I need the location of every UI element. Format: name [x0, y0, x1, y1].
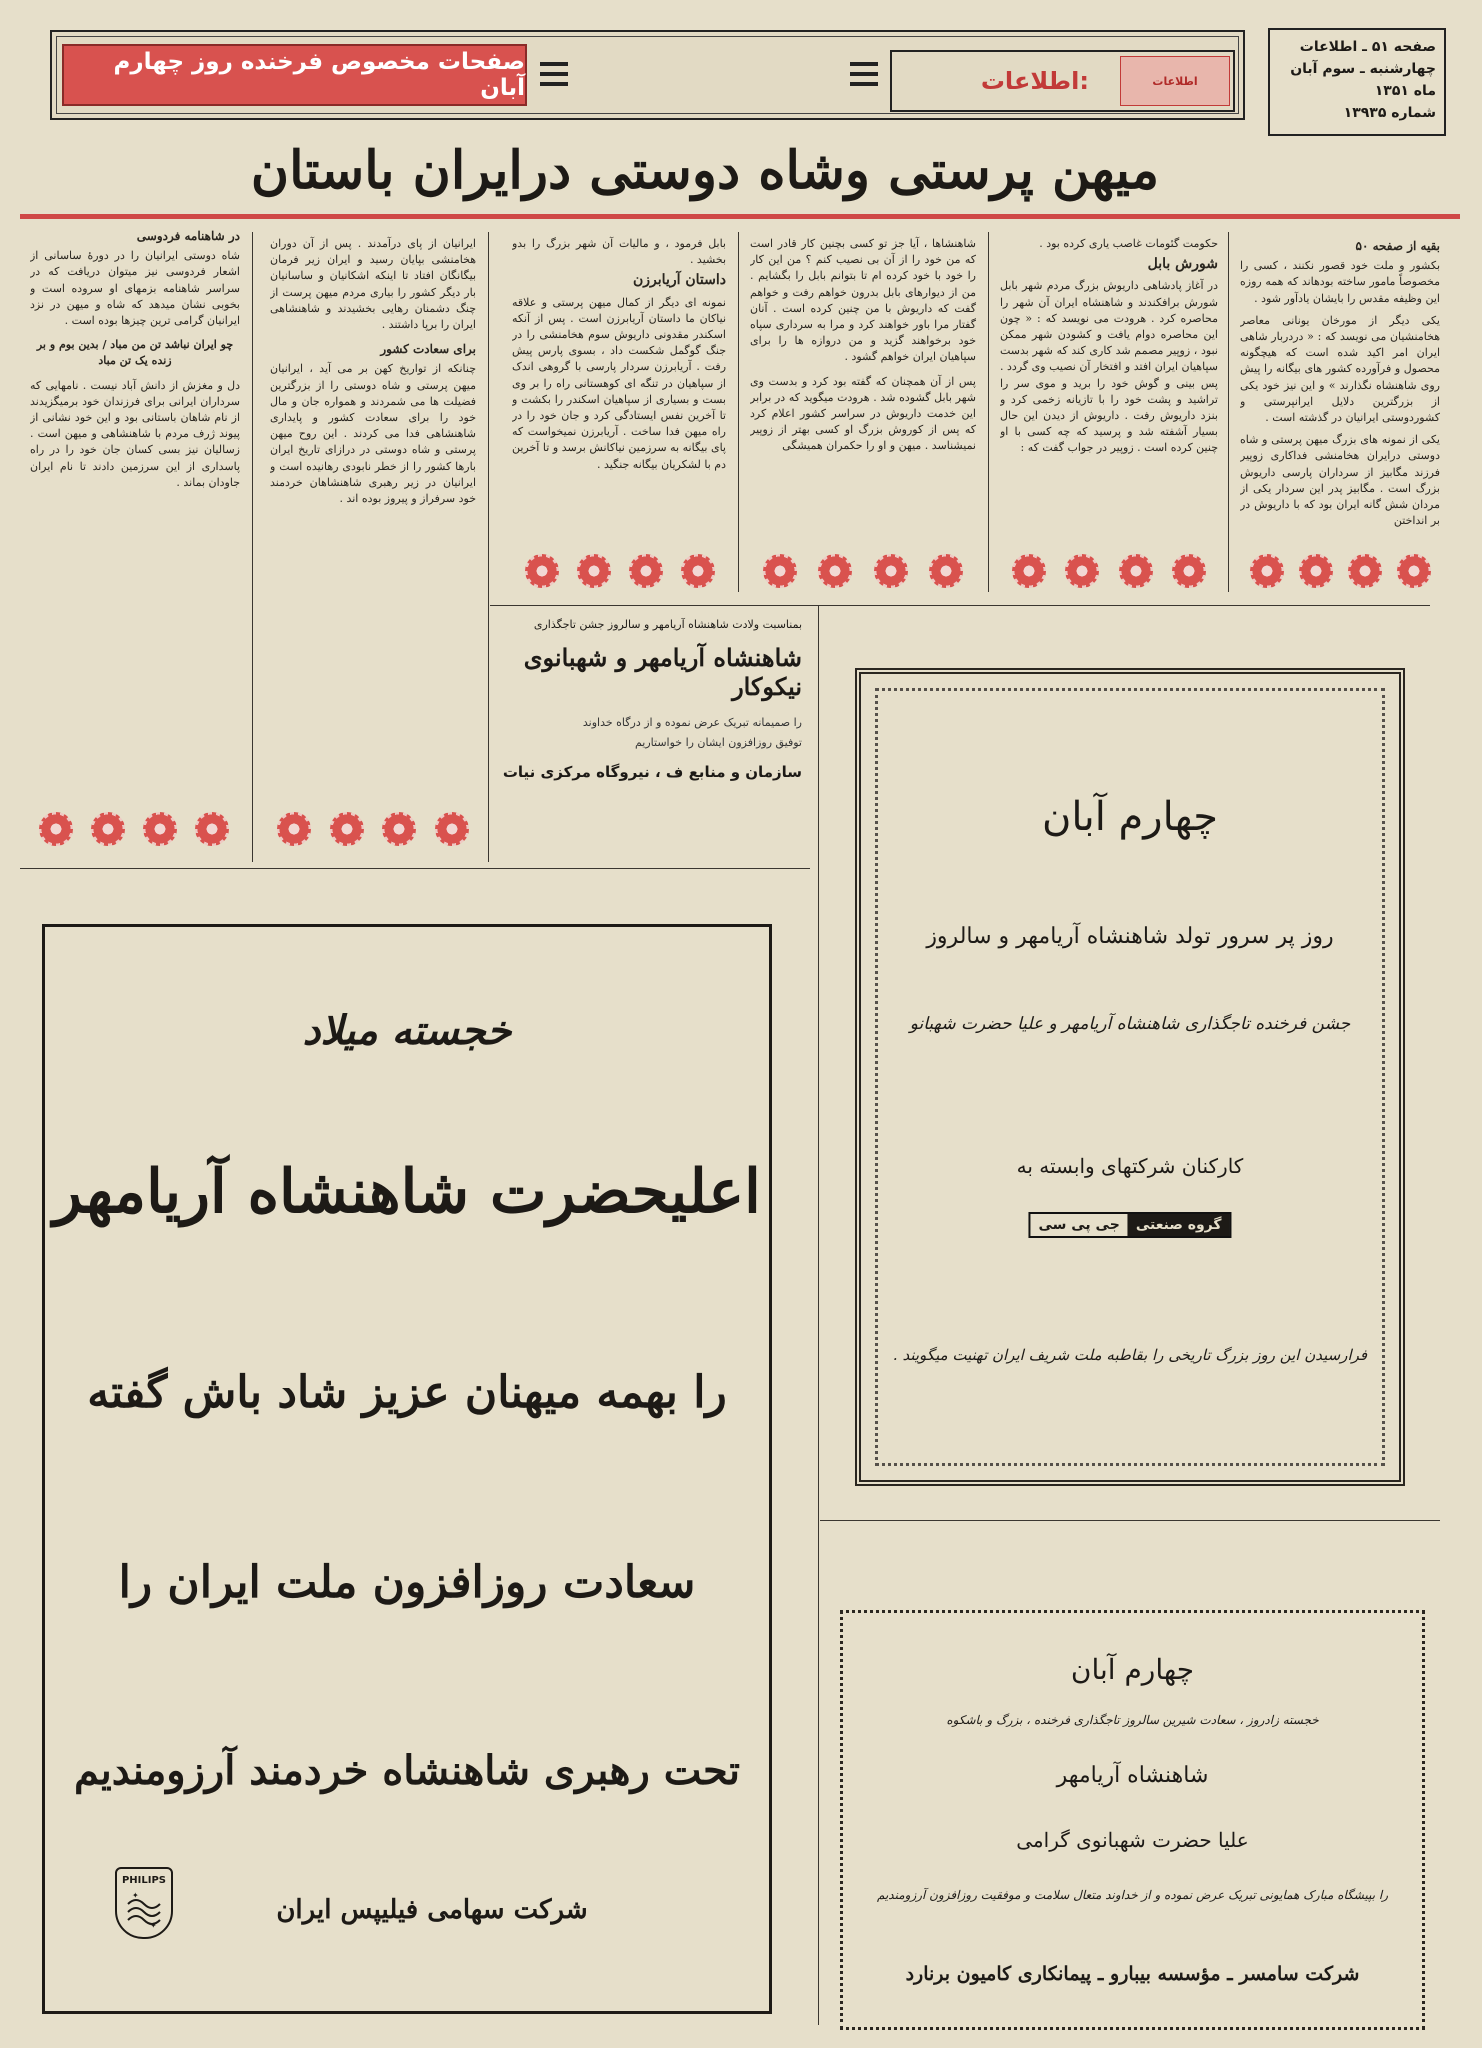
paragraph: شاهنشاها ، آیا جز تو کسی بچنین کار قادر است که من خود را از آن بی نصیب کنم ؟ من این کار را خود با خود کرده ام تا بتوانم بابل را بگشایم . من از دیوارهای بابل بدرون خواهم رفت و خواهم گفت که داریوش با من چنین کرده است . آنان گفتار مرا باور خواهند کرد و مرا به سرداری سپاه خود برخواهند گزید و من دروازه ها را برای سپاهیان ایران خواهم گشود .	[750, 237, 976, 364]
ad-line: توفیق روزافزون ایشان را خواستاریم	[634, 736, 802, 749]
header-rule-bars	[850, 62, 878, 92]
ad-title: چهارم آبان	[1070, 1653, 1195, 1686]
ad-line: کارکنان شرکتهای وابسته به	[1016, 1154, 1244, 1178]
ad-line: سعادت روزافزون ملت ایران را	[118, 1557, 696, 1608]
article-column-2	[1000, 236, 1218, 556]
rosette-ornament	[330, 812, 364, 846]
svg-text:✦: ✦	[150, 1921, 157, 1930]
subheading: در شاهنامه فردوسی	[136, 229, 240, 243]
congrats-ad-small	[502, 618, 802, 858]
section-rule	[820, 1520, 1440, 1521]
philips-logo	[115, 1867, 173, 1939]
paragraph: شاه دوستی ایرانیان را در دورهٔ ساسانی از اشعار فردوسی نیز میتوان دریافت که در سراسر شاهنامه بزمهای او سروده است و بخوبی نشان میدهد که شاه و میهن در نزد ایرانیان گرامی ترین چیزها بوده است .	[30, 249, 240, 328]
article-column-5	[270, 236, 476, 796]
gpc-logo	[1028, 1212, 1231, 1238]
paragraph: ایرانیان از پای درآمدند . پس از آن دوران هخامنشی بپایان رسید و ایران زیر فرمان بیگانگان افتاد تا اینکه اشکانیان و ساسانیان بار دیگر کشور را بیاری مردم میهن پرست از چنگ دشمنان رهایی بخشیدند و شاهنشاهی ایران را برپا داشتند .	[270, 237, 476, 332]
rosette-row	[752, 550, 974, 592]
rosette-ornament	[1348, 554, 1382, 588]
rosette-ornament	[143, 812, 177, 846]
issue-info	[1268, 28, 1446, 136]
issue-line: ماه ۱۳۵۱	[1374, 83, 1436, 99]
issue-line: صفحه ۵۱ ـ اطلاعات	[1299, 39, 1436, 55]
rosette-ornament	[818, 554, 852, 588]
rosette-ornament	[277, 812, 311, 846]
paragraph: دل و مغزش از دانش آباد نیست . نامهایی که سرداران ایرانی برای فرزندان خود برمیگزیدند از نام شاهان باستانی بود و این خود نشانی از پیوند ژرف مردم با شاهنشاهی و میهن است . زسالیان نیز بسی کسان جان خود را در راه پاسداری از این سرزمین دادند تا نام ایران جاودان بماند .	[30, 378, 240, 489]
ad-title: شاهنشاه آریامهر و شهبانوی نیکوکار	[523, 643, 802, 701]
paragraph: چنانکه از تواریخ کهن بر می آید ، ایرانیان میهن پرستی و شاه دوستی را از بزرگترین فضیلت ها می شمردند و همواره جان و مال خود را برای سعادت کشور و پایداری شاهنشاهی فدا می کردند . این روح میهن پرستی و شاه دوستی در درازای تاریخ ایران بارها کشور را از خطر نابودی رهانیده است و ایرانیان در زیر رهبری شاهنشاهان خردمند خود سرفراز و پیروز بوده اند .	[270, 362, 476, 506]
rosette-ornament	[525, 554, 559, 588]
rosette-ornament	[929, 554, 963, 588]
section-rule	[490, 605, 1430, 606]
paragraph: پس از آن همچنان که گفته بود کرد و بدست وی شهر بابل گشوده شد . هرودت میگوید که در برابر این خدمت داریوش در سراسر کشور اعلام کرد که پس از کوروش بزرگ او کسی بهتر از زوپیر نمیشناسد . میهن و او را حکمران همیشگی	[750, 374, 976, 453]
subheading: داستان آریابرزن	[633, 272, 726, 289]
issue-line: چهارشنبه ـ سوم آبان	[1290, 61, 1436, 77]
rosette-ornament	[1397, 554, 1431, 588]
ad-title: اعلیحضرت شاهنشاه آریامهر	[53, 1157, 761, 1227]
ad-line: را صمیمانه تبریک عرض نموده و از درگاه خداوند	[582, 716, 802, 729]
rosette-row	[516, 550, 724, 592]
ad-line: شاهنشاه آریامهر	[1056, 1763, 1209, 1788]
ad-line: تحت رهبری شاهنشاه خردمند آرزومندیم	[74, 1747, 740, 1794]
paper-name: اطلاعات:	[980, 67, 1089, 95]
rosette-ornament	[629, 554, 663, 588]
verse: چو ایران نباشد تن من مباد / بدین بوم و بر زنده یک تن مباد	[36, 338, 234, 368]
brand-wordmark: PHILIPS	[121, 1875, 167, 1886]
column-rule	[738, 232, 739, 592]
paragraph: بابل فرمود ، و مالیات آن شهر بزرگ را بدو بخشید .	[512, 237, 726, 267]
column-rule	[818, 605, 819, 2025]
ad-line: را بپیشگاه مبارک همایونی تبریک عرض نموده و از خداوند متعال سلامت و موفقیت روزافزون آرزومندیم	[876, 1888, 1389, 1902]
ad-line: فرارسیدن این روز بزرگ تاریخی را بقاطبه ملت شریف ایران تهنیت میگویند .	[892, 1346, 1368, 1364]
section-rule	[20, 868, 810, 869]
ad-line: روز پر سرور تولد شاهنشاه آریامهر و سالروز	[926, 924, 1334, 949]
paragraph: یکی دیگر از مورخان یونانی معاصر هخامنشیان می نویسد که : « دردربار شاهی ایران امر اکید شده است که هیچگونه محصول و فرآورده کشور های بیگانه را پیش روی شاهنشاه نگذارند » و این نیز خود یکی از بزرگترین دلایل ایرانپرستی و کشوردوستی ایرانیان در گذشته است .	[1240, 313, 1440, 425]
rosette-row	[268, 808, 478, 850]
rosette-ornament	[1119, 554, 1153, 588]
paragraph: حکومت گئومات غاصب یاری کرده بود .	[1039, 237, 1218, 250]
rosette-row	[1002, 550, 1216, 592]
rosette-ornament	[195, 812, 229, 846]
rosette-ornament	[435, 812, 469, 846]
rosette-ornament	[1065, 554, 1099, 588]
column-rule	[988, 232, 989, 592]
newspaper-logo: اطلاعات	[1120, 56, 1230, 106]
special-pages-banner: صفحات مخصوص فرخنده روز چهارم آبان	[62, 44, 527, 106]
rosette-ornament	[577, 554, 611, 588]
subheading: شورش بابل	[1147, 256, 1218, 273]
ad-line: بمناسبت ولادت شاهنشاه آریامهر و سالروز جشن تاجگذاری	[533, 618, 802, 631]
philips-congrats-ad	[42, 924, 772, 2014]
gpc-congrats-ad	[855, 668, 1405, 1486]
subheading: برای سعادت کشور	[380, 342, 476, 357]
rosette-ornament	[1172, 554, 1206, 588]
ad-line: خجسته میلاد	[302, 1007, 512, 1054]
red-rule	[20, 214, 1460, 219]
column-rule	[252, 232, 253, 862]
logo-text: جی پی سی	[1038, 1217, 1120, 1233]
article-column-3	[750, 236, 976, 556]
ad-line: را بهمه میهنان عزیز شاد باش گفته	[87, 1367, 727, 1418]
ad-signer: سازمان و منابع ف ، نیروگاه مرکزی نیات	[502, 763, 802, 781]
column-rule	[1228, 232, 1229, 592]
ad-line: علیا حضرت شهبانوی گرامی	[1016, 1828, 1249, 1852]
issue-line: شماره ۱۳۹۳۵	[1343, 105, 1436, 121]
ad-line: جشن فرخنده تاجگذاری شاهنشاه آریامهر و علیا حضرت شهبانو	[909, 1014, 1351, 1034]
paragraph: یکی از نمونه های بزرگ میهن پرستی و شاه دوستی درایران هخامنشی فداکاری زوپیر فرزند مگابیز از سرداران پارسی داریوش بزرگ است . مگابیز پدر این سردار یکی از مردان شش گانه ایران بود که با داریوش در بر انداختن	[1240, 433, 1440, 528]
rosette-ornament	[681, 554, 715, 588]
rosette-row	[1242, 550, 1438, 592]
rosette-ornament	[1250, 554, 1284, 588]
rosette-ornament	[1299, 554, 1333, 588]
continued-note: بقیه از صفحه ۵۰	[1355, 239, 1440, 253]
rosette-ornament	[1012, 554, 1046, 588]
company-name: شرکت سهامی فیلیپس ایران	[276, 1895, 588, 1925]
philips-star-wave-icon	[124, 1886, 164, 1930]
article-column-1	[1240, 236, 1440, 556]
ad-signer: شرکت سامسر ـ مؤسسه بیبارو ـ پیمانکاری کامیون برنارد	[905, 1963, 1360, 1985]
paragraph: نمونه ای دیگر از کمال میهن پرستی و علاقه نیاکان ما داستان آریابرزن است . پس از آنکه اسکندر مقدونی داریوش سوم هخامنشی را در جنگ گوگمل شکست داد ، بسوی پارس پیش رفت . آریابرزن سردار پارسی با گروهی اندک از سپاهیان در تنگه ای کوهستانی راه را بر وی بست و بسیاری از سپاهیان اسکندر را بکشت و تا آخرین نفس ایستادگی کرد و جان خود را در راه میهن فدا ساخت . آریابرزن نمیخواست که پای بیگانه به سرزمین نیاکانش برسد و تا آخرین دم با لشکریان بیگانه جنگید .	[512, 295, 726, 471]
svg-text:✦: ✦	[132, 1891, 139, 1900]
ad-line: خجسته زادروز ، سعادت شیرین سالروز تاجگذاری فرخنده ، بزرگ و باشکوه	[946, 1713, 1319, 1727]
rosette-ornament	[91, 812, 125, 846]
logo-text: گروه صنعتی	[1128, 1214, 1230, 1236]
header-rule-bars	[540, 62, 568, 92]
article-column-6	[30, 226, 240, 796]
rosette-ornament	[874, 554, 908, 588]
page-headline: میهن پرستی وشاه دوستی درایران باستان	[250, 140, 1160, 201]
ad-title: چهارم آبان	[1042, 794, 1218, 840]
contractors-congrats-ad	[840, 1610, 1425, 2030]
paragraph: بکشور و ملت خود قصور نکنند ، کسی را مخصوصاً مامور ساخته بودهاند که همه روزه این وظیفه مقدس را بایشان یادآور شود .	[1240, 259, 1440, 305]
rosette-ornament	[39, 812, 73, 846]
paragraph: در آغاز پادشاهی داریوش بزرگ مردم شهر بابل شورش برافکندند و شاهنشاه ایران آن شهر را محاصره کرد . هرودت می نویسد که : « چون این محاصره دوام یافت و کشودن شهر ممکن نبود ، زوپیر مصمم شد کاری کند که شهر بدست سپاهیان ایران افتد و افتخار آن نصیب وی گردد . پس بینی و گوش خود را برید و موی سر را تراشید و پشت خود را با تازیانه زخمی کرد و بنزد داریوش رفت . داریوش از دیدن این حال بسیار آشفته شد و پرسید که چه کسی با او چنین کرده است . زوپیر در جواب گفت که :	[1000, 279, 1218, 455]
article-column-4	[512, 236, 726, 556]
rosette-ornament	[382, 812, 416, 846]
rosette-row	[30, 808, 238, 850]
column-rule	[488, 232, 489, 862]
rosette-ornament	[763, 554, 797, 588]
